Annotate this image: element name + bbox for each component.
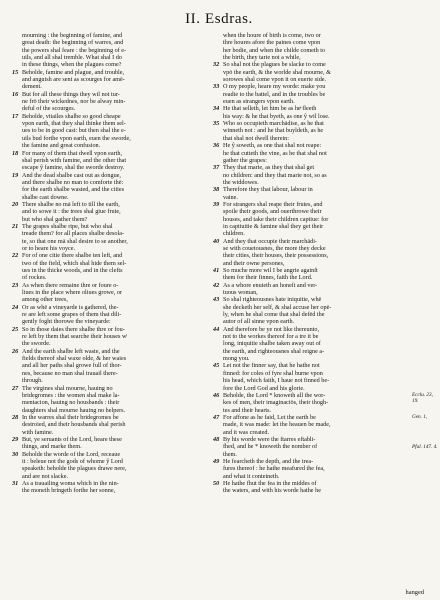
text-line	[12, 201, 203, 208]
verse-text: nes, because no man shal trauail there-	[22, 369, 118, 377]
verse-text: her bodie, and when the childe cometh to	[223, 46, 326, 54]
verse-text: Or as whē a vineyarde is gathered, the-	[22, 303, 119, 311]
verse-text: them for their finnes, faith the Lord.	[223, 274, 313, 282]
text-line	[12, 436, 203, 443]
text-line	[213, 326, 404, 333]
verse-text: but who shal gather them?	[22, 215, 88, 223]
text-line	[12, 304, 203, 311]
text-line	[213, 304, 404, 311]
verse-text: ne frō their wickednes, nor be alway min-	[22, 98, 126, 106]
text-line	[12, 223, 203, 230]
verse-text: escape ŷ famine, shal the sworde destroy.	[22, 164, 125, 172]
verse-text: He hathe fhut the fea in the middes of	[223, 479, 317, 487]
text-line	[213, 385, 404, 392]
verse-text: or to heare his voyce.	[22, 244, 76, 252]
verse-text: ues to be in good cast: but then shal the e-	[22, 127, 126, 135]
verse-text: O my people, heare my worde: make you	[223, 83, 326, 91]
verse-text: As when there remaine thre or foure o-	[22, 281, 119, 289]
text-line	[213, 135, 404, 142]
verse-text: So shal not the plagues be slacke to come	[223, 61, 326, 69]
text-line	[12, 340, 203, 347]
verse-text: ues in the thicke woods, and in the clefts	[22, 267, 123, 274]
verse-text: Beholde the worde of the Lord, receaue	[22, 450, 121, 458]
verse-text: winneth not : and he that buyldeth, as he	[223, 127, 324, 135]
verse-text: se with couetousnes, the more they decke	[223, 244, 326, 252]
text-line	[213, 179, 404, 186]
verse-number: 24	[12, 303, 19, 311]
catchword: hanged	[405, 589, 424, 596]
verse-text: spoile their goods, and ouerthrowe their	[223, 208, 322, 216]
verse-text: daughters shal mourne hauing no helpers.	[22, 406, 126, 414]
verse-text: it : beleue not the gods of whome ŷ Lord	[22, 457, 123, 465]
verse-text: As a whore enuieth an honeſt and ver-	[223, 281, 318, 289]
text-line	[12, 443, 203, 450]
text-line	[213, 98, 404, 105]
text-line	[12, 274, 203, 281]
text-line	[12, 164, 203, 171]
verse-text: their cities, their houses, their possessions,	[223, 252, 329, 260]
verse-text: vpon earth, that they shal thinke them sel-	[22, 120, 126, 128]
text-line	[213, 127, 404, 134]
verse-text: fore the Lord God and his glorie.	[223, 384, 305, 392]
verse-text: mong you.	[223, 355, 250, 363]
text-line	[213, 399, 404, 406]
verse-text: So in those daies there shalbe thre or fou-	[22, 325, 125, 333]
text-line	[12, 392, 203, 399]
verse-text: the waters, and with his worde hathe he	[223, 487, 321, 495]
verse-text: The virgines shal mourne, hauing no	[22, 384, 113, 392]
text-line	[12, 348, 203, 355]
text-line	[12, 355, 203, 362]
verse-text: and what it conteineth.	[223, 472, 280, 480]
verse-number: 23	[12, 281, 19, 289]
text-line	[12, 135, 203, 142]
verse-number: 27	[12, 384, 19, 392]
text-line	[12, 150, 203, 157]
verse-text: For many of them that dwell vpon earth,	[22, 149, 123, 157]
verse-text: He that selleth, let him be as heͤ fleeth	[223, 105, 317, 113]
text-line	[213, 150, 404, 157]
verse-text: re left by them that searche their houses wͭ	[22, 333, 127, 341]
verse-text: his head, which faith, I haue not finned be-	[223, 377, 330, 385]
verse-text: Beholde, famine and plague, and trouble,	[22, 68, 125, 76]
verse-number: 22	[12, 252, 19, 260]
text-line	[12, 157, 203, 164]
text-line	[213, 451, 404, 458]
text-line	[213, 245, 404, 252]
text-line	[213, 362, 404, 369]
verse-text: In the warres shal their bridegromes be	[22, 413, 119, 421]
verse-text: for the earth shalbe wasted, and the cities	[22, 186, 125, 194]
verse-text: and there shalbe no man to comforte thē:	[22, 178, 124, 186]
verse-number: 29	[12, 435, 19, 443]
verse-text: So shal righteousnes hate iniquitie, whē	[223, 296, 322, 304]
verse-text: fhed, and he * knoweth the nomber of	[223, 443, 318, 451]
verse-text: through.	[22, 377, 43, 385]
text-line	[12, 91, 203, 98]
text-line	[12, 186, 203, 193]
text-line	[12, 282, 203, 289]
text-line	[213, 54, 404, 61]
verse-number: 44	[213, 325, 220, 333]
text-line	[12, 47, 203, 54]
margin-note: Ecclu. 23, 19.	[412, 392, 433, 405]
text-line	[213, 172, 404, 179]
text-line	[213, 164, 404, 171]
text-columns	[12, 32, 426, 495]
text-line	[213, 267, 404, 274]
verse-number: 40	[213, 237, 220, 245]
verse-number: 18	[12, 149, 19, 157]
verse-text: finned: for coles of fyre shal burne vpon	[223, 369, 323, 377]
verse-text: and are not slacke.	[22, 472, 69, 480]
verse-number: 41	[213, 267, 220, 274]
text-line	[213, 208, 404, 215]
text-line	[213, 443, 404, 450]
verse-text: she decketh her self, & shal accuse her opē-	[223, 303, 332, 311]
text-line	[213, 421, 404, 428]
text-line	[213, 429, 404, 436]
text-line	[213, 61, 404, 68]
verse-number: 42	[213, 281, 220, 289]
text-line	[213, 407, 404, 414]
verse-text: children.	[223, 230, 245, 238]
text-line	[12, 399, 203, 406]
verse-number: 48	[213, 435, 220, 443]
verse-text: not to the workes thereof for a tre it be	[223, 333, 319, 341]
text-line	[12, 326, 203, 333]
verse-number: 36	[213, 142, 220, 150]
verse-text: the birth, they tarie not a while,	[223, 54, 301, 62]
verse-text: Who so occupieth marchādise, as he that	[223, 120, 324, 128]
text-line	[213, 39, 404, 46]
text-line	[12, 32, 203, 39]
text-line	[12, 370, 203, 377]
text-line	[213, 480, 404, 487]
verse-text: Beholde, the Lord * knoweth all the wor-	[223, 391, 326, 399]
verse-text: and it was created.	[223, 428, 270, 436]
text-line	[12, 39, 203, 46]
verse-text: the widdowes.	[223, 178, 259, 186]
verse-number: 34	[213, 105, 220, 113]
verse-text: long, iniquitie shalbe taken away out of	[223, 340, 321, 348]
text-line	[12, 98, 203, 105]
verse-text: For affone as he faid, Let the earth be	[223, 413, 316, 421]
text-line	[12, 311, 203, 318]
verse-number: 47	[213, 413, 220, 421]
text-line	[213, 377, 404, 384]
verse-text: no children: and they that marie not, so as	[223, 171, 327, 179]
text-line	[213, 392, 404, 399]
verse-text: and to sowe it : the trees shal giue frute,	[22, 208, 121, 216]
text-line	[213, 113, 404, 120]
verse-text: his way: & he that byeth, as one ŷ wil lose.	[223, 112, 330, 120]
text-line	[213, 282, 404, 289]
text-line	[213, 32, 404, 39]
verse-text: made, it was made: let the heauen be made,	[223, 421, 331, 429]
text-line	[12, 238, 203, 245]
verse-number: 38	[213, 186, 220, 194]
text-line	[213, 311, 404, 318]
verse-text: tes and their hearts.	[223, 406, 272, 414]
verse-number: 39	[213, 200, 220, 208]
running-head	[12, 6, 426, 32]
verse-text: re are left some grapes of them that dili-	[22, 311, 122, 319]
text-line	[12, 105, 203, 112]
text-line	[12, 289, 203, 296]
text-line	[213, 465, 404, 472]
verse-number: 50	[213, 479, 220, 487]
verse-text: He fearcheth the depth, and the trea-	[223, 457, 314, 465]
verse-number: 25	[12, 325, 19, 333]
verse-number: 33	[213, 83, 220, 91]
verse-text: They that marie, as they that shal get	[223, 164, 315, 172]
verse-text: uils, and all shal tremble. What shal I do	[22, 54, 122, 62]
verse-text: them.	[223, 450, 237, 458]
right-column	[213, 32, 426, 495]
margin-note: Pfal. 147. 4.	[412, 443, 438, 450]
verse-number: 30	[12, 450, 19, 458]
verse-text: tuous woman,	[223, 289, 258, 297]
verse-text: the sworde.	[22, 340, 51, 348]
verse-number: 17	[12, 112, 19, 120]
verse-number: 26	[12, 347, 19, 355]
text-line	[213, 487, 404, 494]
verse-text: autor of all sinne vpon earth.	[223, 318, 295, 326]
verse-number: 49	[213, 457, 220, 465]
verse-text: in captiuitie & famine shal they get their	[223, 222, 324, 230]
verse-number: 20	[12, 200, 19, 208]
text-line	[213, 216, 404, 223]
verse-number: 35	[213, 120, 220, 128]
margin-note: Gen. 1,	[412, 414, 428, 421]
text-line	[12, 429, 203, 436]
text-line	[12, 179, 203, 186]
text-line	[12, 260, 203, 267]
text-line	[213, 91, 404, 98]
text-line	[213, 318, 404, 325]
verse-text: the earth, and righteousnes shal reigne a-	[223, 347, 325, 355]
verse-text: shalbe cast downe.	[22, 193, 69, 201]
verse-number: 32	[213, 61, 220, 69]
text-line	[213, 370, 404, 377]
text-line	[12, 333, 203, 340]
verse-text: among other trees,	[22, 296, 68, 304]
verse-text: things, and marke them.	[22, 443, 82, 451]
verse-text: ly, when he shal come that shal defēd the	[223, 311, 325, 319]
verse-text: As a trauailing woma which in the nin-	[22, 479, 119, 487]
verse-text: that shal not dwell therein:	[223, 134, 289, 142]
text-line	[12, 216, 203, 223]
verse-text: bridegromes : the women shal make la-	[22, 391, 120, 399]
text-line	[12, 458, 203, 465]
text-line	[12, 120, 203, 127]
text-line	[213, 69, 404, 76]
verse-number: 31	[12, 479, 19, 487]
text-line	[12, 451, 203, 458]
verse-text: sorowes shal come vpon it on euerie side.	[223, 76, 327, 84]
text-line	[12, 54, 203, 61]
text-line	[12, 362, 203, 369]
text-line	[12, 83, 203, 90]
text-line	[213, 252, 404, 259]
verse-text: fures thereof : he hathe meafured the fea,	[223, 465, 325, 473]
verse-text: He ŷ soweth, as one that shal not reape:	[223, 142, 322, 150]
verse-text: Beholde, vitailes shalbe so good cheape	[22, 112, 121, 120]
verse-text: But for all these things they wil not tur-	[22, 90, 120, 98]
text-line	[12, 76, 203, 83]
text-line	[213, 289, 404, 296]
verse-text: And the earth shalbe left waste, and the	[22, 347, 120, 355]
verse-text: uils bud forthe vpon earth, euen the sworde,	[22, 134, 131, 142]
verse-text: and their owne persones,	[223, 259, 285, 267]
verse-text: destroied, and their housbands shal perish	[22, 421, 126, 429]
text-line	[213, 355, 404, 362]
verse-text: houses, and take their children captiue: for	[223, 215, 329, 223]
text-line	[12, 127, 203, 134]
verse-number: 16	[12, 90, 19, 98]
verse-text: gather the grapes:	[223, 156, 267, 164]
left-column	[12, 32, 203, 495]
text-line	[12, 113, 203, 120]
verse-number: 43	[213, 296, 220, 304]
verse-text: So muche more wil I be angrie againſt	[223, 267, 318, 274]
text-line	[213, 230, 404, 237]
verse-text: when the houre of birth is come, two or	[223, 32, 321, 39]
verse-number: 46	[213, 391, 220, 399]
text-line	[213, 260, 404, 267]
text-line	[12, 245, 203, 252]
text-line	[12, 465, 203, 472]
verse-number: 19	[12, 171, 19, 179]
verse-text: thre houres afore the paines come vpon	[223, 39, 321, 47]
verse-text: vpō the earth, & the worlde shal mourne, &	[223, 68, 331, 76]
text-line	[12, 172, 203, 179]
verse-text: of rockes.	[22, 274, 47, 282]
text-line	[213, 157, 404, 164]
text-line	[213, 333, 404, 340]
verse-text: There shalbe no mā left to till the earth,	[22, 200, 120, 208]
verse-text: with famine.	[22, 428, 54, 436]
text-line	[213, 142, 404, 149]
page-title: II. Esdras.	[185, 11, 253, 27]
verse-text: he that cutteth the vine, as he that shal not	[223, 149, 327, 157]
text-line	[213, 83, 404, 90]
text-line	[12, 385, 203, 392]
text-line	[12, 296, 203, 303]
verse-text: gently foght thorowe the vineyarde:	[22, 318, 111, 326]
verse-text: and anguish are sent as scourges for amē-	[22, 76, 125, 84]
verse-number: 15	[12, 68, 19, 76]
text-line	[12, 377, 203, 384]
text-line	[213, 47, 404, 54]
text-line	[12, 318, 203, 325]
text-line	[12, 407, 203, 414]
verse-text: te, so that one mā shal desire to se another,	[22, 237, 128, 245]
verse-text: speaketh: beholde the plagues drawe nere,	[22, 465, 127, 473]
verse-text: and all her paths shal growe full of thor-	[22, 362, 122, 370]
verse-text: treade them? for all places shalbe desola-	[22, 230, 125, 238]
text-line	[12, 414, 203, 421]
text-line	[213, 76, 404, 83]
text-line	[12, 473, 203, 480]
text-line	[12, 208, 203, 215]
verse-text: And the dead shalbe cast out as dongue,	[22, 171, 121, 179]
verse-number: 45	[213, 362, 220, 370]
verse-text: the powers shal feare : the beginning of e-	[22, 46, 127, 54]
verse-text: mentacion, hauing no housbands : their	[22, 399, 120, 407]
text-line	[213, 414, 404, 421]
text-line	[12, 267, 203, 274]
verse-text: deful of the scourges.	[22, 105, 76, 113]
verse-text: two of the field, which shal hide them sel-	[22, 259, 127, 267]
text-line	[12, 230, 203, 237]
text-line	[213, 238, 404, 245]
text-line	[213, 348, 404, 355]
verse-text: But, ye seruants of the Lord, heare these	[22, 435, 122, 443]
verse-text: fields thereof shal waxe olde, & her waies	[22, 355, 127, 363]
verse-text: vaine.	[223, 193, 238, 201]
verse-text: By his worde were the ftarres eftabli-	[223, 435, 316, 443]
verse-text: dement.	[22, 83, 42, 91]
text-line	[213, 105, 404, 112]
verse-number: 21	[12, 222, 19, 230]
verse-text: And they that occupie their marchādi-	[223, 237, 317, 245]
verse-text: readie to the battel, and in the troubles be	[223, 90, 326, 98]
verse-text: kes of men, their imaginaciōs, their thogh-	[223, 399, 329, 407]
text-line	[213, 436, 404, 443]
text-line	[213, 223, 404, 230]
text-line	[213, 340, 404, 347]
verse-text: For of one citie there shalbe ten left, and	[22, 252, 123, 260]
text-line	[12, 480, 203, 487]
verse-text: liues in the place where oliues growe, or	[22, 289, 122, 297]
text-line	[213, 194, 404, 201]
text-line	[213, 120, 404, 127]
verse-text: And therefore be ye not like thereunto,	[223, 325, 320, 333]
verse-text: shal perish with famine, and the other that	[22, 156, 127, 164]
text-line	[12, 421, 203, 428]
text-line	[213, 274, 404, 281]
verse-text: the famine and great confusion.	[22, 142, 101, 150]
verse-number: 37	[213, 164, 220, 172]
verse-text: great death: the beginning of warres, and	[22, 39, 124, 47]
verse-text: Let not the finner say, that he hathe not	[223, 362, 320, 370]
text-line	[213, 296, 404, 303]
text-line	[213, 473, 404, 480]
text-line	[12, 142, 203, 149]
text-line	[12, 69, 203, 76]
text-line	[12, 252, 203, 259]
verse-number: 28	[12, 413, 19, 421]
text-line	[213, 458, 404, 465]
verse-text: Therefore they that labour, labour in	[223, 186, 313, 194]
text-line	[12, 61, 203, 68]
verse-text: in these things, when the plagues come?	[22, 61, 122, 69]
verse-text: the moneth bringeth forthe her sonne,	[22, 487, 116, 495]
verse-text: For strangers shal reape their frutes, and	[223, 200, 323, 208]
text-line	[12, 194, 203, 201]
verse-text: mourning : the beginning of famine, and	[22, 32, 123, 39]
text-line	[213, 186, 404, 193]
text-line	[12, 487, 203, 494]
text-line	[213, 201, 404, 208]
verse-text: The grapes shalbe ripe, but who shal	[22, 222, 113, 230]
verse-text: euen as strangers vpon earth.	[223, 98, 295, 106]
